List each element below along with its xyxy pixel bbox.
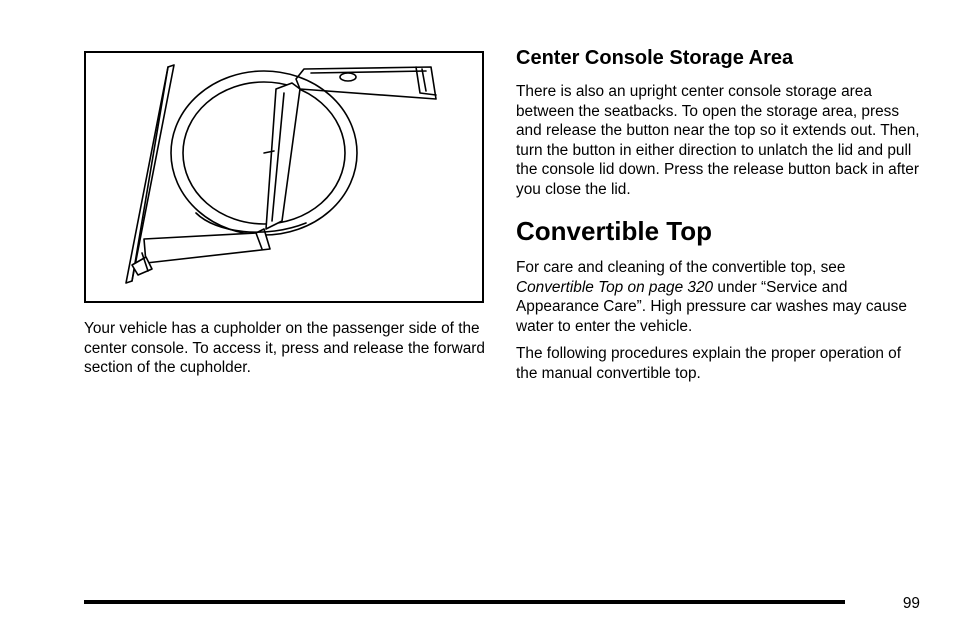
cross-reference-link[interactable]: Convertible Top on page 320	[516, 278, 714, 296]
para1-intro-text: For care and cleaning of the convertible top, see	[516, 259, 846, 276]
section-heading-center-console: Center Console Storage Area	[516, 47, 794, 69]
center-console-paragraph: There is also an upright center console storage area between the seatbacks. To open the storage area, press and release the button near the top so it extends out. Then, turn the button in either direction to unlatch the lid and pull the console lid down. Press the release button back in after you close the lid.	[516, 83, 920, 198]
footer-rule	[84, 600, 845, 604]
cupholder-illustration-icon	[86, 53, 486, 305]
convertible-top-paragraph-1	[516, 258, 926, 336]
cupholder-description: Your vehicle has a cupholder on the passenger side of the center console. To access it, press and release the forward section of the cupholder.	[84, 320, 485, 376]
page-number: 99	[902, 595, 920, 612]
convertible-top-paragraph-2: The following procedures explain the proper operation of the manual convertible top.	[516, 345, 902, 382]
section-heading-convertible-top: Convertible Top	[516, 216, 712, 246]
right-column	[516, 45, 926, 383]
para1-rest-text: under “Service and Appearance Care”. High pressure car washes may cause water to enter the vehicle.	[516, 278, 907, 335]
cupholder-figure	[84, 51, 484, 303]
